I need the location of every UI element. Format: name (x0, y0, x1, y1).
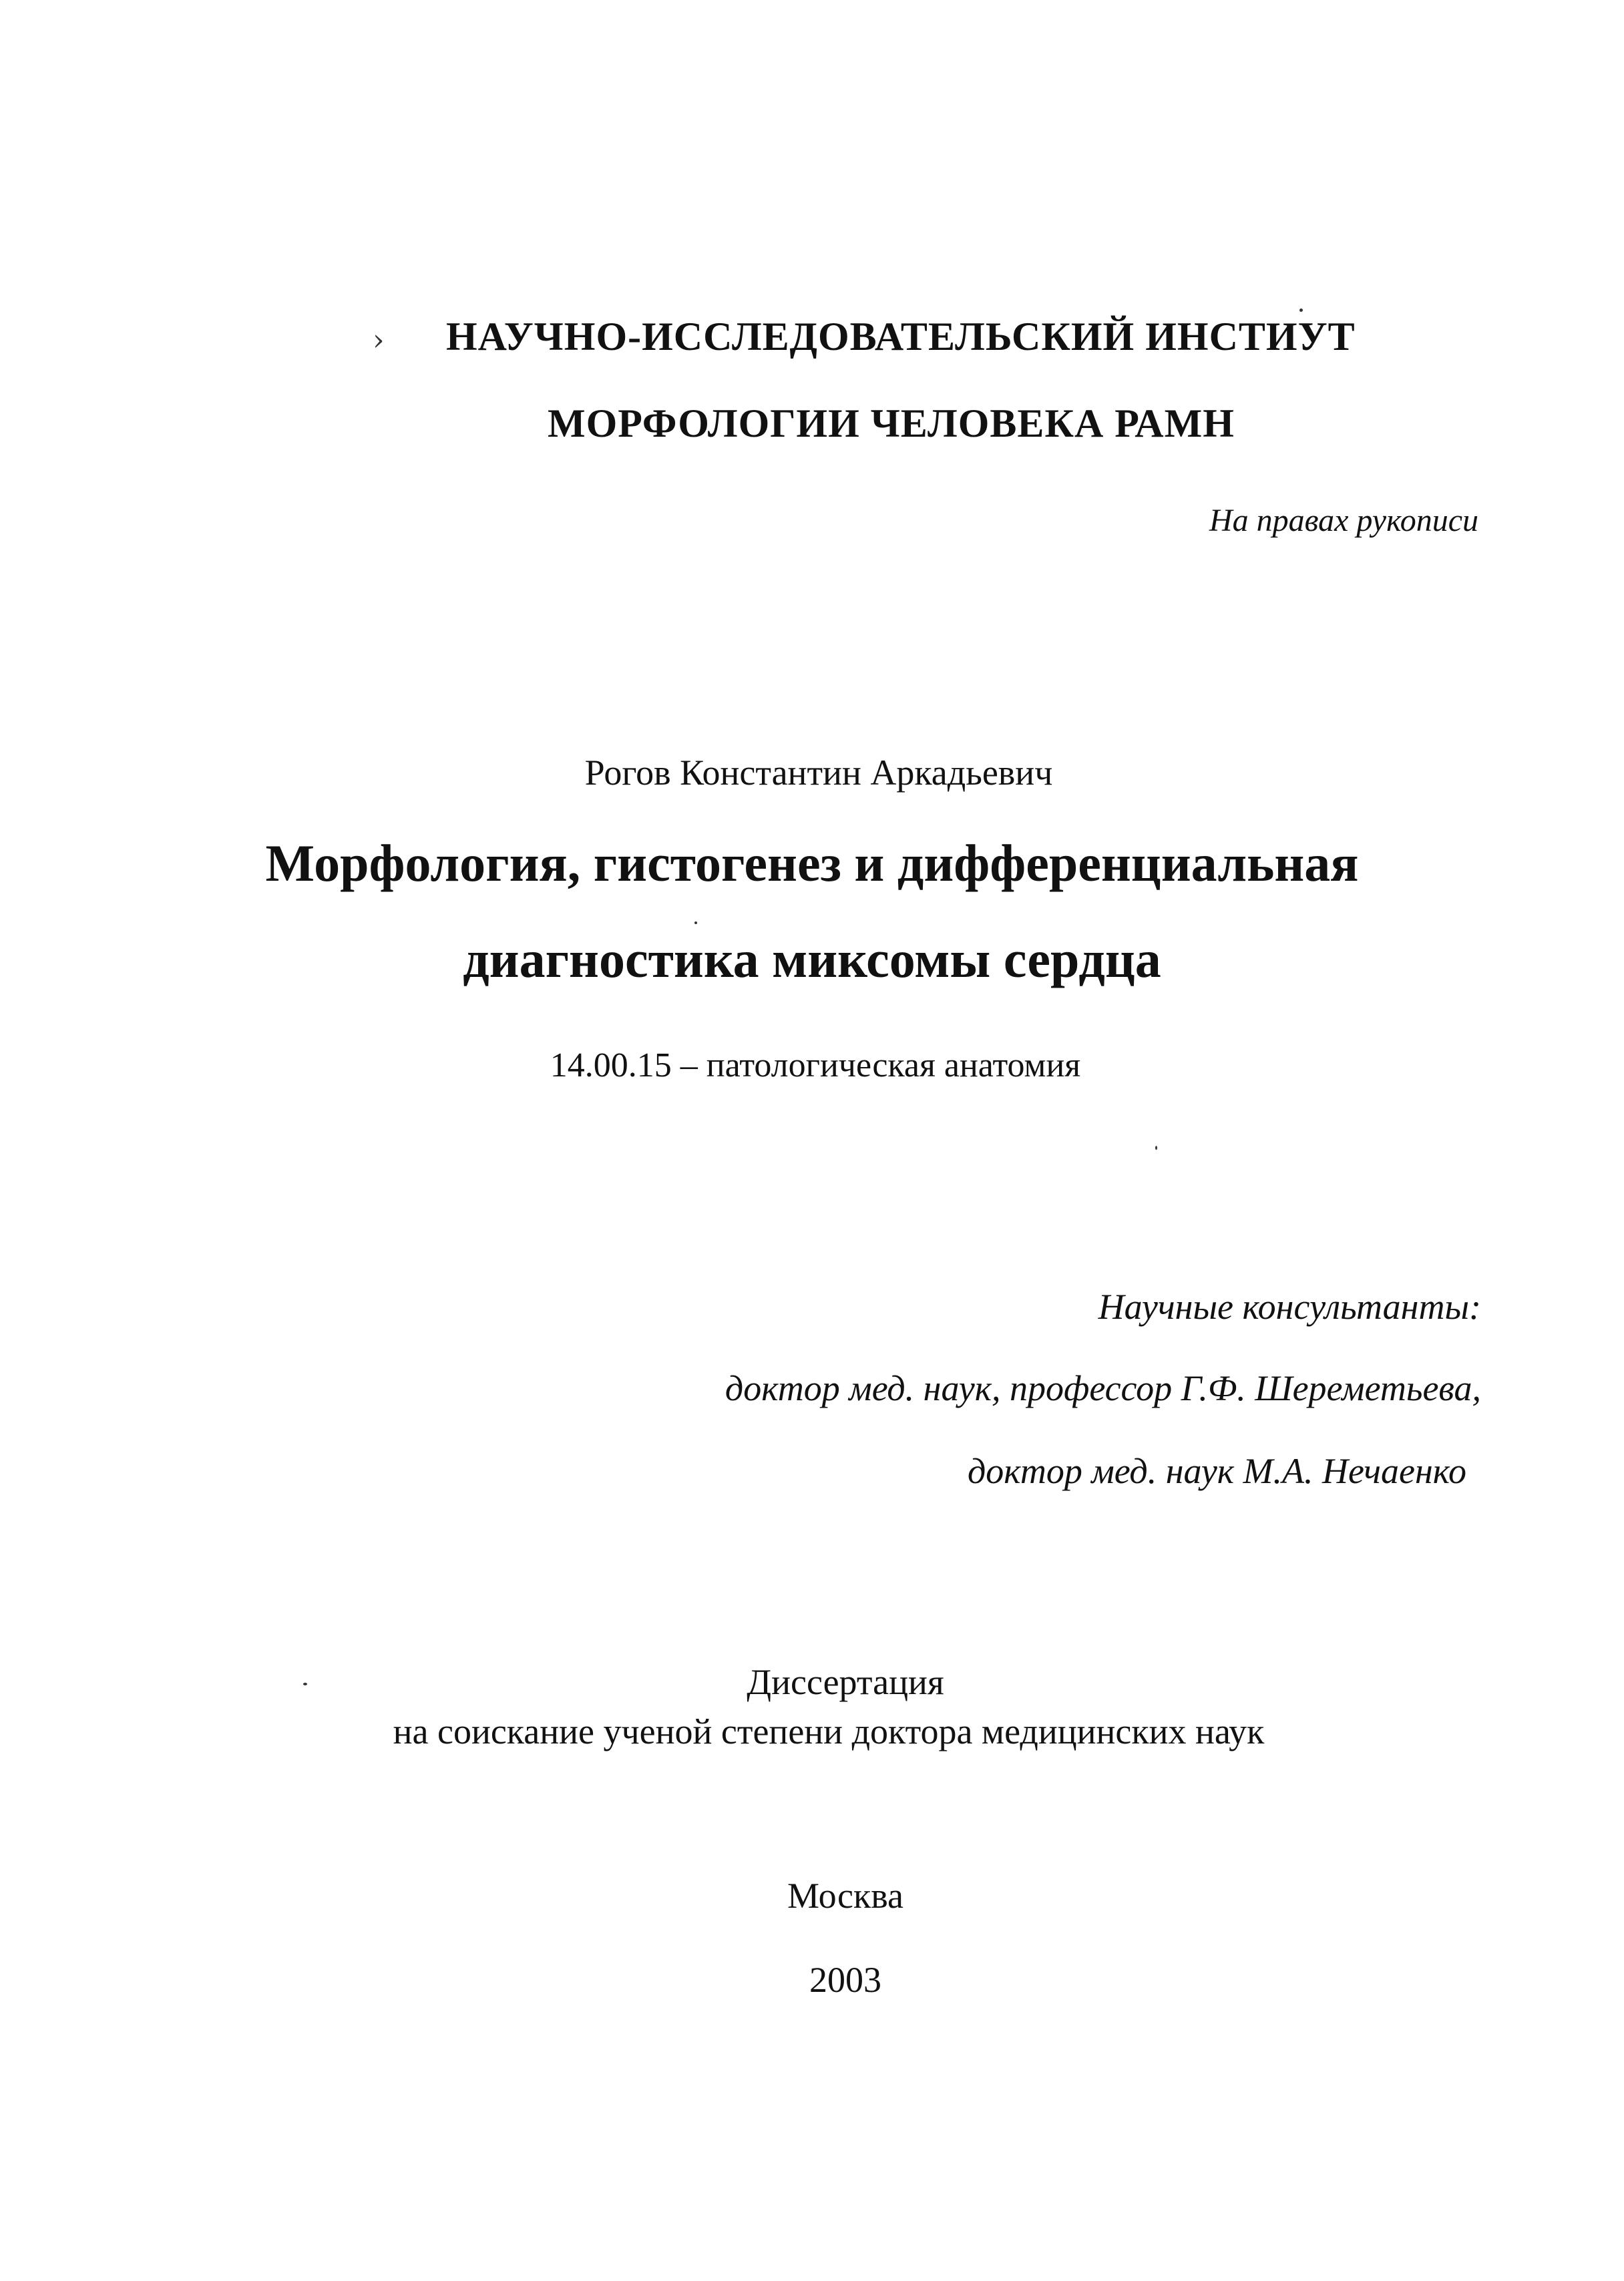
specialty-code: 14.00.15 – патологическая анатомия (550, 1046, 1081, 1084)
institute-name-line1: НАУЧНО-ИССЛЕДОВАТЕЛЬСКИЙ ИНСТИУТ (446, 315, 1356, 359)
degree-statement: на соискание ученой степени доктора медицинских наук (393, 1711, 1265, 1751)
scan-speck (1299, 308, 1303, 312)
institute-name-line2: МОРФОЛОГИИ ЧЕЛОВЕКА РАМН (548, 401, 1235, 445)
consultants-heading: Научные консультанты: (1098, 1287, 1481, 1327)
dissertation-title-line2: диагностика миксомы сердца (463, 930, 1161, 988)
scan-speck (694, 921, 697, 924)
city: Москва (787, 1876, 903, 1916)
scan-mark: › (373, 323, 385, 357)
dissertation-label: Диссертация (747, 1662, 944, 1702)
year: 2003 (809, 1960, 881, 2000)
consultant-1: доктор мед. наук, профессор Г.Ф. Шереметьева, (725, 1368, 1481, 1408)
scan-speck (303, 1683, 307, 1685)
scan-speck (1155, 1146, 1157, 1150)
dissertation-title-line1: Морфология, гистогенез и дифференциальная (265, 834, 1359, 892)
author-name: Рогов Константин Аркадьевич (584, 753, 1053, 793)
consultant-2: доктор мед. наук М.А. Нечаенко (967, 1451, 1466, 1491)
manuscript-rights-note: На правах рукописи (1209, 503, 1478, 538)
